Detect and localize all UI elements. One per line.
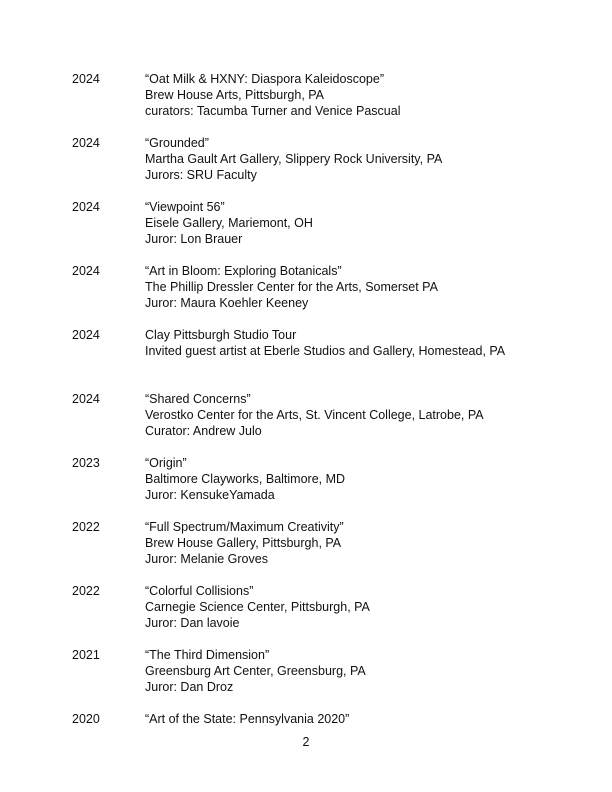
entry-details xyxy=(145,263,438,311)
exhibition-juror: Jurors: SRU Faculty xyxy=(145,168,257,182)
exhibition-entry xyxy=(0,647,612,711)
exhibition-venue: Brew House Arts, Pittsburgh, PA xyxy=(145,88,325,102)
exhibition-title: “Art in Bloom: Exploring Botanicals” xyxy=(145,264,342,278)
exhibition-title: “Art of the State: Pennsylvania 2020” xyxy=(145,712,350,726)
entry-details xyxy=(145,391,484,439)
exhibition-title: “The Third Dimension” xyxy=(145,648,270,662)
exhibition-title: “Oat Milk & HXNY: Diaspora Kaleidoscope” xyxy=(145,72,384,86)
entry-details xyxy=(145,71,400,119)
exhibition-venue: Martha Gault Art Gallery, Slippery Rock University, PA xyxy=(145,152,443,166)
exhibition-venue: Baltimore Clayworks, Baltimore, MD xyxy=(145,472,346,486)
entry-details xyxy=(145,135,442,183)
exhibition-venue: Invited guest artist at Eberle Studios and Gallery, Homestead, PA xyxy=(145,344,506,358)
entry-details xyxy=(145,583,370,631)
exhibition-title: “Shared Concerns” xyxy=(145,392,251,406)
exhibition-entry xyxy=(0,455,612,519)
entry-year: 2022 xyxy=(72,584,100,598)
exhibition-list xyxy=(0,71,612,775)
exhibition-juror: Juror: Lon Brauer xyxy=(145,232,243,246)
exhibition-entry xyxy=(0,135,612,199)
exhibition-curator: Curator: Andrew Julo xyxy=(145,424,262,438)
exhibition-entry xyxy=(0,391,612,455)
exhibition-entry xyxy=(0,583,612,647)
entry-year: 2024 xyxy=(72,72,100,86)
exhibition-entry xyxy=(0,327,612,391)
entry-year: 2024 xyxy=(72,200,100,214)
exhibition-juror: Juror: Melanie Groves xyxy=(145,552,268,566)
entry-details xyxy=(145,519,344,567)
exhibition-juror: Juror: Maura Koehler Keeney xyxy=(145,296,309,310)
exhibition-entry xyxy=(0,71,612,135)
exhibition-title: “Grounded” xyxy=(145,136,209,150)
entry-year: 2024 xyxy=(72,136,100,150)
entry-year: 2023 xyxy=(72,456,100,470)
entry-details xyxy=(145,199,313,247)
entry-year: 2022 xyxy=(72,520,100,534)
entry-details xyxy=(145,455,345,503)
exhibition-venue: The Phillip Dressler Center for the Arts, Somerset PA xyxy=(145,280,438,294)
exhibition-juror: Juror: Dan Droz xyxy=(145,680,234,694)
exhibition-title: “Origin” xyxy=(145,456,187,470)
entry-year: 2021 xyxy=(72,648,100,662)
exhibition-juror: Juror: Dan lavoie xyxy=(145,616,240,630)
exhibition-venue: Brew House Gallery, Pittsburgh, PA xyxy=(145,536,342,550)
exhibition-venue: Greensburg Art Center, Greensburg, PA xyxy=(145,664,366,678)
exhibition-venue: Verostko Center for the Arts, St. Vincent College, Latrobe, PA xyxy=(145,408,484,422)
exhibition-title: “Colorful Collisions” xyxy=(145,584,254,598)
exhibition-title: “Viewpoint 56” xyxy=(145,200,225,214)
entry-year: 2020 xyxy=(72,712,100,726)
entry-details xyxy=(145,647,366,695)
entry-details xyxy=(145,711,349,727)
exhibition-entry xyxy=(0,519,612,583)
exhibition-venue: Carnegie Science Center, Pittsburgh, PA xyxy=(145,600,370,614)
page-number: 2 xyxy=(302,735,310,749)
exhibition-title: Clay Pittsburgh Studio Tour xyxy=(145,328,297,342)
exhibition-juror: Juror: KensukeYamada xyxy=(145,488,275,502)
exhibition-entry xyxy=(0,199,612,263)
entry-details xyxy=(145,327,505,359)
exhibition-title: “Full Spectrum/Maximum Creativity” xyxy=(145,520,344,534)
entry-year: 2024 xyxy=(72,392,100,406)
exhibition-entry xyxy=(0,263,612,327)
entry-year: 2024 xyxy=(72,264,100,278)
exhibition-juror: curators: Tacumba Turner and Venice Pascual xyxy=(145,104,401,118)
exhibition-venue: Eisele Gallery, Mariemont, OH xyxy=(145,216,313,230)
entry-year: 2024 xyxy=(72,328,100,342)
